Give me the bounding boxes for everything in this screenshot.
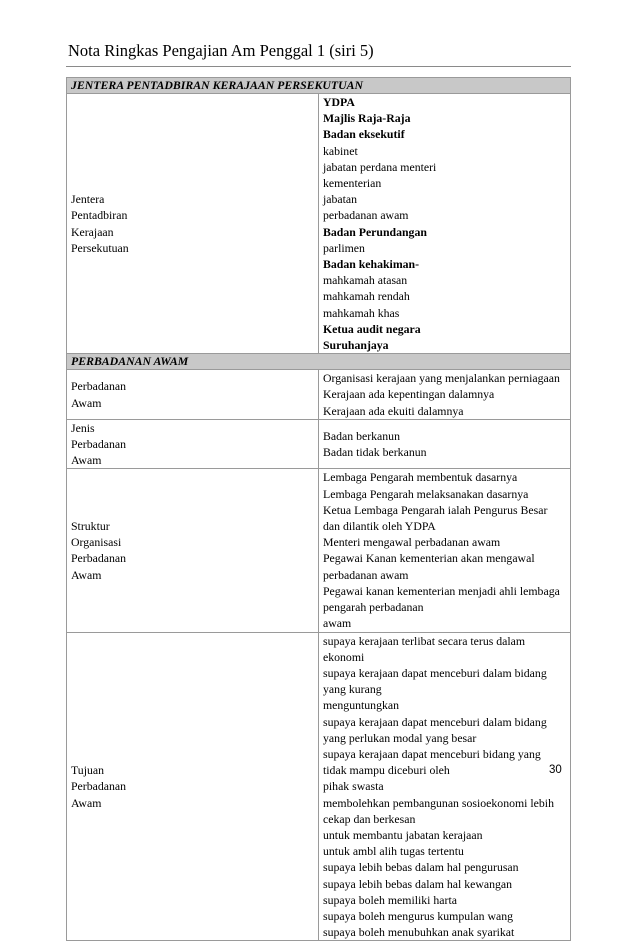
page-number: 30 (549, 764, 562, 776)
content-line: Pegawai Kanan kementerian akan mengawal perbadanan awam (323, 551, 535, 582)
topic-cell (67, 469, 319, 632)
content-line: mahkamah rendah (323, 289, 410, 304)
table-row (67, 632, 571, 941)
content-line: Organisasi kerajaan yang menjalankan perniagaan (323, 371, 560, 386)
topic-label-line: Awam (71, 453, 102, 468)
content-line: Badan eksekutif (323, 127, 405, 142)
content-line: kabinet (323, 143, 358, 158)
content-line: Badan berkanun (323, 428, 400, 443)
content-line: pihak swasta (323, 779, 384, 794)
content-cell (319, 469, 571, 632)
content-line: Kerajaan ada kepentingan dalamnya (323, 387, 495, 402)
topic-cell (67, 419, 319, 469)
content-line: untuk ambl alih tugas tertentu (323, 844, 464, 859)
topic-label-line: Jentera (71, 192, 105, 207)
content-line: Majlis Raja-Raja (323, 111, 411, 126)
content-line: supaya boleh memiliki harta (323, 892, 457, 907)
content-cell (319, 370, 571, 420)
content-line: supaya kerajaan dapat menceburi dalam bidang yang perlukan modal yang besar (323, 714, 547, 745)
section-heading-row (67, 78, 571, 94)
topic-cell (67, 632, 319, 941)
content-line: mahkamah atasan (323, 273, 408, 288)
content-line: supaya lebih bebas dalam hal kewangan (323, 876, 513, 891)
content-line: kementerian (323, 176, 382, 191)
content-line: parlimen (323, 240, 365, 255)
content-cell (319, 94, 571, 354)
content-line: menguntungkan (323, 698, 400, 713)
content-line: Menteri mengawal perbadanan awam (323, 535, 501, 550)
title-rule (66, 66, 571, 67)
topic-label-line: Kerajaan (71, 224, 114, 239)
content-line: untuk membantu jabatan kerajaan (323, 827, 483, 842)
table-row (67, 370, 571, 420)
topic-label-line: Awam (71, 567, 102, 582)
content-line: awam (323, 616, 352, 631)
topic-label-line: Awam (71, 395, 102, 410)
content-line: Lembaga Pengarah melaksanakan dasarnya (323, 486, 529, 501)
content-line: Badan tidak berkanun (323, 445, 427, 460)
content-cell (319, 419, 571, 469)
content-line: Pegawai kanan kementerian menjadi ahli lembaga pengarah perbadanan (323, 583, 560, 615)
table-row (67, 469, 571, 632)
content-line: supaya boleh menubuhkan anak syarikat (323, 925, 515, 940)
topic-label-line: Organisasi (71, 535, 122, 550)
section-heading-row (67, 354, 571, 370)
topic-cell (67, 370, 319, 420)
page-title: Nota Ringkas Pengajian Am Penggal 1 (siri 5) (68, 41, 374, 60)
notes-table-body (67, 78, 571, 941)
topic-label-line: Persekutuan (71, 240, 129, 255)
content-line: mahkamah khas (323, 305, 400, 320)
content-line: supaya kerajaan terlibat secara terus dalam ekonomi (323, 633, 526, 664)
notes-table (66, 77, 571, 941)
content-line: Kerajaan ada ekuiti dalamnya (323, 403, 464, 418)
content-line: supaya lebih bebas dalam hal pengurusan (323, 860, 519, 875)
topic-label-line: Perbadanan (71, 437, 127, 452)
content-line: supaya boleh mengurus kumpulan wang (323, 908, 514, 923)
content-line: jabatan perdana menteri (323, 159, 437, 174)
topic-label-line: Perbadanan (71, 779, 127, 794)
content-line: perbadanan awam (323, 208, 409, 223)
content-line: jabatan (323, 192, 358, 207)
table-row (67, 419, 571, 469)
content-line: Lembaga Pengarah membentuk dasarnya (323, 470, 518, 485)
content-line: Suruhanjaya (323, 338, 389, 353)
content-line: Badan kehakiman- (323, 257, 420, 272)
content-line: supaya kerajaan dapat menceburi bidang yang tidak mampu diceburi oleh (323, 746, 541, 778)
section-heading: JENTERA PENTADBIRAN KERAJAAN PERSEKUTUAN (67, 78, 571, 94)
content-line: supaya kerajaan dapat menceburi dalam bidang yang kurang (323, 665, 547, 697)
section-heading: PERBADANAN AWAM (67, 354, 571, 370)
topic-label-line: Awam (71, 795, 102, 810)
topic-label-line: Pentadbiran (71, 208, 128, 223)
topic-cell (67, 94, 319, 354)
content-line: Ketua Lembaga Pengarah ialah Pengurus Besar dan dilantik oleh YDPA (323, 502, 548, 534)
topic-label-line: Tujuan (71, 763, 105, 778)
topic-label-line: Jenis (71, 420, 95, 435)
topic-label-line: Perbadanan (71, 379, 127, 394)
content-line: Badan Perundangan (323, 224, 427, 239)
table-row (67, 94, 571, 354)
content-line: membolehkan pembangunan sosioekonomi lebih cekap dan berkesan (323, 795, 554, 826)
topic-label-line: Struktur (71, 519, 110, 534)
content-line: Ketua audit negara (323, 321, 421, 336)
content-cell (319, 632, 571, 941)
topic-label-line: Perbadanan (71, 551, 127, 566)
content-line: YDPA (323, 95, 355, 109)
